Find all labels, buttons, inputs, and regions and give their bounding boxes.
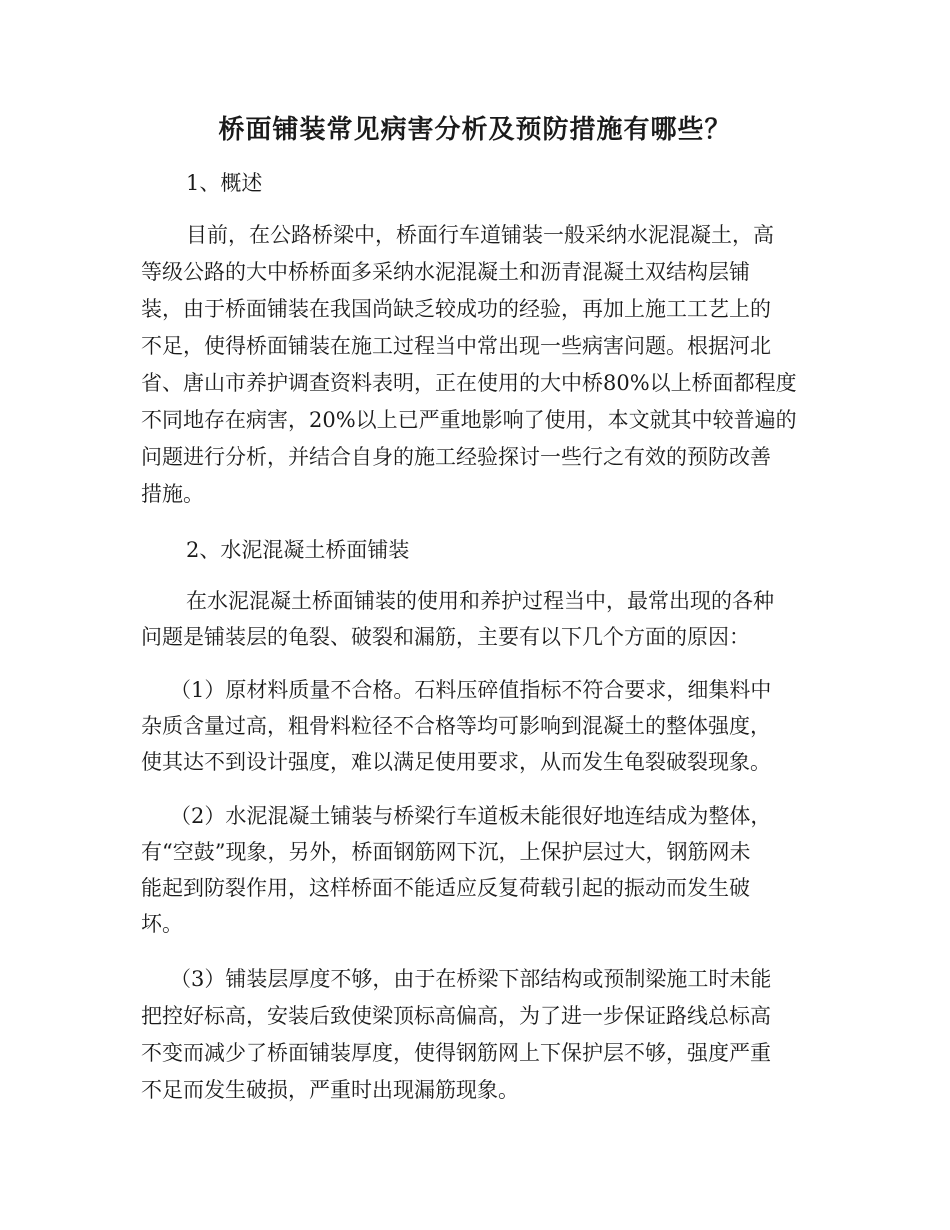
paragraph-line: 不同地存在病害，20%以上已严重地影响了使用，本文就其中较普遍的 [141, 408, 797, 432]
document-title: 桥面铺装常见病害分析及预防措施有哪些？ [218, 115, 732, 145]
list-item-line: 杂质含量过高，粗骨料粒径不合格等均可影响到混凝土的整体强度， [141, 714, 771, 738]
list-item-line: 坏。 [141, 912, 183, 936]
paragraph-line: 措施。 [141, 482, 204, 506]
paragraph-line: 在水泥混凝土桥面铺装的使用和养护过程当中，最常出现的各种 [186, 589, 774, 613]
list-item-line: 使其达不到设计强度，难以满足使用要求，从而发生龟裂破裂现象。 [141, 750, 771, 774]
list-item-line: 不变而减少了桥面铺装厚度，使得钢筋网上下保护层不够，强度严重 [141, 1041, 771, 1065]
list-item-line: （3）铺装层厚度不够，由于在桥梁下部结构或预制梁施工时未能 [170, 967, 772, 991]
list-item-line: 有“空鼓”现象，另外，桥面钢筋网下沉，上保护层过大，钢筋网未 [141, 840, 751, 864]
list-item-line: （1）原材料质量不合格。石料压碎值指标不符合要求，细集料中 [170, 678, 772, 702]
paragraph-line: 等级公路的大中桥桥面多采纳水泥混凝土和沥青混凝土双结构层铺 [141, 260, 750, 284]
paragraph-line: 问题是铺装层的龟裂、破裂和漏筋，主要有以下几个方面的原因： [141, 625, 750, 649]
paragraph-line: 省、唐山市养护调查资料表明，正在使用的大中桥80%以上桥面都程度 [141, 371, 797, 395]
paragraph-line: 装，由于桥面铺装在我国尚缺乏较成功的经验，再加上施工工艺上的 [141, 297, 771, 321]
list-item-line: （2）水泥混凝土铺装与桥梁行车道板未能很好地连结成为整体， [170, 804, 772, 828]
list-item-line: 不足而发生破损，严重时出现漏筋现象。 [141, 1078, 519, 1102]
section-heading-cement-concrete: 2、水泥混凝土桥面铺装 [186, 538, 410, 562]
section-heading-overview: 1、概述 [186, 171, 263, 195]
list-item-line: 能起到防裂作用，这样桥面不能适应反复荷载引起的振动而发生破 [141, 876, 750, 900]
paragraph-line: 目前，在公路桥梁中，桥面行车道铺装一般采纳水泥混凝土，高 [186, 223, 774, 247]
paragraph-line: 问题进行分析，并结合自身的施工经验探讨一些行之有效的预防改善 [141, 445, 771, 469]
list-item-line: 把控好标高，安装后致使梁顶标高偏高，为了进一步保证路线总标高 [141, 1004, 771, 1028]
paragraph-line: 不足，使得桥面铺装在施工过程当中常出现一些病害问题。根据河北 [141, 334, 771, 358]
